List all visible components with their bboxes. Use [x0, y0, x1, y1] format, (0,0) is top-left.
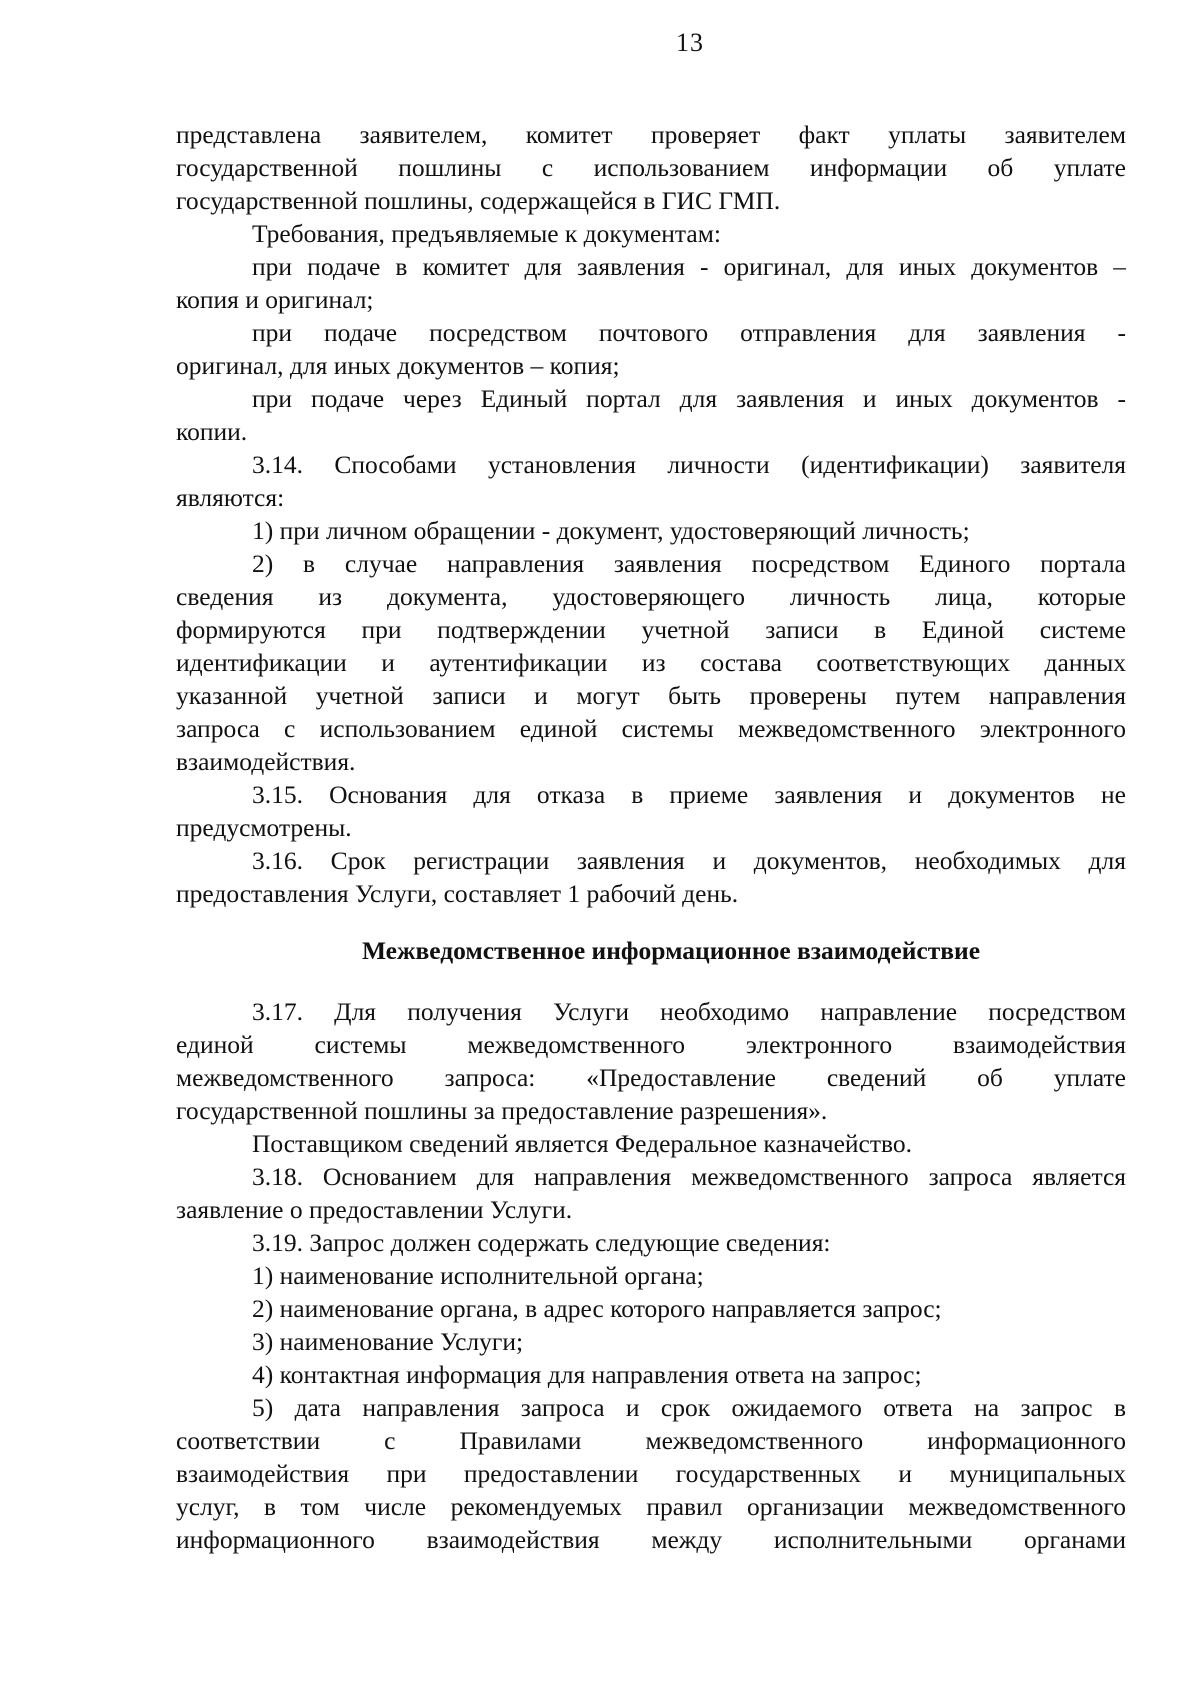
text-line: 5) дата направления запроса и срок ожидаемого ответа на запрос в: [252, 1393, 1126, 1422]
text-line: Требования, предъявляемые к документам:: [252, 219, 721, 248]
text-line: государственной пошлины с использованием информации об уплате: [176, 153, 1126, 182]
text-line: копии.: [176, 417, 248, 446]
text-line: взаимодействия при предоставлении государственных и муниципальных: [176, 1459, 1126, 1488]
text-line: при подаче в комитет для заявления - оригинал, для иных документов –: [252, 252, 1126, 281]
text-line: 3.16. Срок регистрации заявления и документов, необходимых для: [252, 846, 1126, 875]
text-line: 3.18. Основанием для направления межведомственного запроса является: [252, 1162, 1126, 1191]
text-line: являются:: [176, 483, 285, 512]
text-line: при подаче посредством почтового отправления для заявления -: [252, 318, 1126, 347]
text-line: государственной пошлины за предоставление разрешения».: [176, 1096, 828, 1125]
text-line: 2) наименование органа, в адрес которого направляется запрос;: [252, 1294, 942, 1323]
text-line: информационного взаимодействия между исполнительными органами: [176, 1525, 1126, 1554]
text-line: заявление о предоставлении Услуги.: [176, 1195, 573, 1224]
text-line: предоставления Услуги, составляет 1 рабочий день.: [176, 879, 739, 908]
text-line: оригинал, для иных документов – копия;: [176, 351, 620, 380]
text-line: при подаче через Единый портал для заявления и иных документов -: [252, 384, 1126, 413]
text-line: копия и оригинал;: [176, 285, 374, 314]
text-line: взаимодействия.: [176, 747, 356, 776]
spacer: [176, 910, 1126, 934]
spacer: [176, 967, 1126, 995]
text-line: 2) в случае направления заявления посредством Единого портала: [252, 549, 1126, 578]
text-line: 3.17. Для получения Услуги необходимо направление посредством: [252, 997, 1126, 1026]
text-line: 3.14. Способами установления личности (идентификации) заявителя: [252, 450, 1126, 479]
text-line: единой системы межведомственного электронного взаимодействия: [176, 1030, 1126, 1059]
text-line: представлена заявителем, комитет проверяет факт уплаты заявителем: [176, 120, 1126, 149]
text-line: услуг, в том числе рекомендуемых правил организации межведомственного: [176, 1492, 1126, 1521]
text-line: 3.19. Запрос должен содержать следующие сведения:: [252, 1228, 831, 1257]
text-line: государственной пошлины, содержащейся в ГИС ГМП.: [176, 186, 781, 215]
text-line: соответствии с Правилами межведомственного информационного: [176, 1426, 1126, 1455]
text-line: 1) наименование исполнительной органа;: [252, 1261, 704, 1290]
section-heading: Межведомственное информационное взаимодействие: [361, 936, 981, 965]
document-body: [176, 118, 1126, 1556]
text-line: 4) контактная информация для направления ответа на запрос;: [252, 1360, 922, 1389]
text-line: запроса с использованием единой системы межведомственного электронного: [176, 714, 1126, 743]
text-line: формируются при подтверждении учетной записи в Единой системе: [176, 615, 1126, 644]
text-block-interagency: [176, 995, 1126, 1556]
text-line: 3.15. Основания для отказа в приеме заявления и документов не: [252, 780, 1126, 809]
text-line: сведения из документа, удостоверяющего личность лица, которые: [176, 582, 1126, 611]
text-line: идентификации и аутентификации из состава соответствующих данных: [176, 648, 1126, 677]
text-line: 1) при личном обращении - документ, удостоверяющий личность;: [252, 516, 970, 545]
text-line: Поставщиком сведений является Федеральное казначейство.: [252, 1129, 913, 1158]
page-number: 13: [676, 28, 704, 57]
text-line: предусмотрены.: [176, 813, 352, 842]
text-line: указанной учетной записи и могут быть проверены путем направления: [176, 681, 1126, 710]
text-line: 3) наименование Услуги;: [252, 1327, 524, 1356]
text-line: межведомственного запроса: «Предоставление сведений об уплате: [176, 1063, 1126, 1092]
text-block-requirements: [176, 118, 1126, 910]
